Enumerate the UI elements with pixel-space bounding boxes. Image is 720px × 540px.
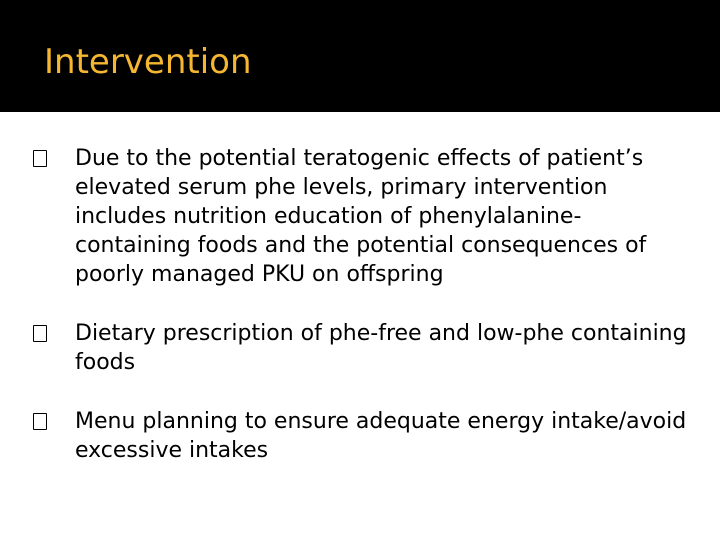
- bullet-text-2: Dietary prescription of phe-free and low-phe containing foods: [75, 321, 687, 375]
- bullet-item-2: [30, 319, 690, 377]
- missing-glyph-box-icon: [33, 150, 47, 167]
- bullet-text-1: Due to the potential teratogenic effects of patient’s elevated serum phe levels, primary intervention includes nutrition education of phenylalanine-containing foods and the potential consequences of poorly managed PKU on offspring: [75, 146, 647, 287]
- bullet-item-3: [30, 407, 690, 465]
- bullet-list: [30, 144, 690, 465]
- title-bar: [0, 0, 720, 112]
- missing-glyph-box-icon: [33, 325, 47, 342]
- missing-glyph-box-icon: [33, 413, 47, 430]
- bullet-text-3: Menu planning to ensure adequate energy intake/avoid excessive intakes: [75, 409, 687, 463]
- bullet-item-1: [30, 144, 690, 289]
- slide-title: Intervention: [44, 42, 252, 82]
